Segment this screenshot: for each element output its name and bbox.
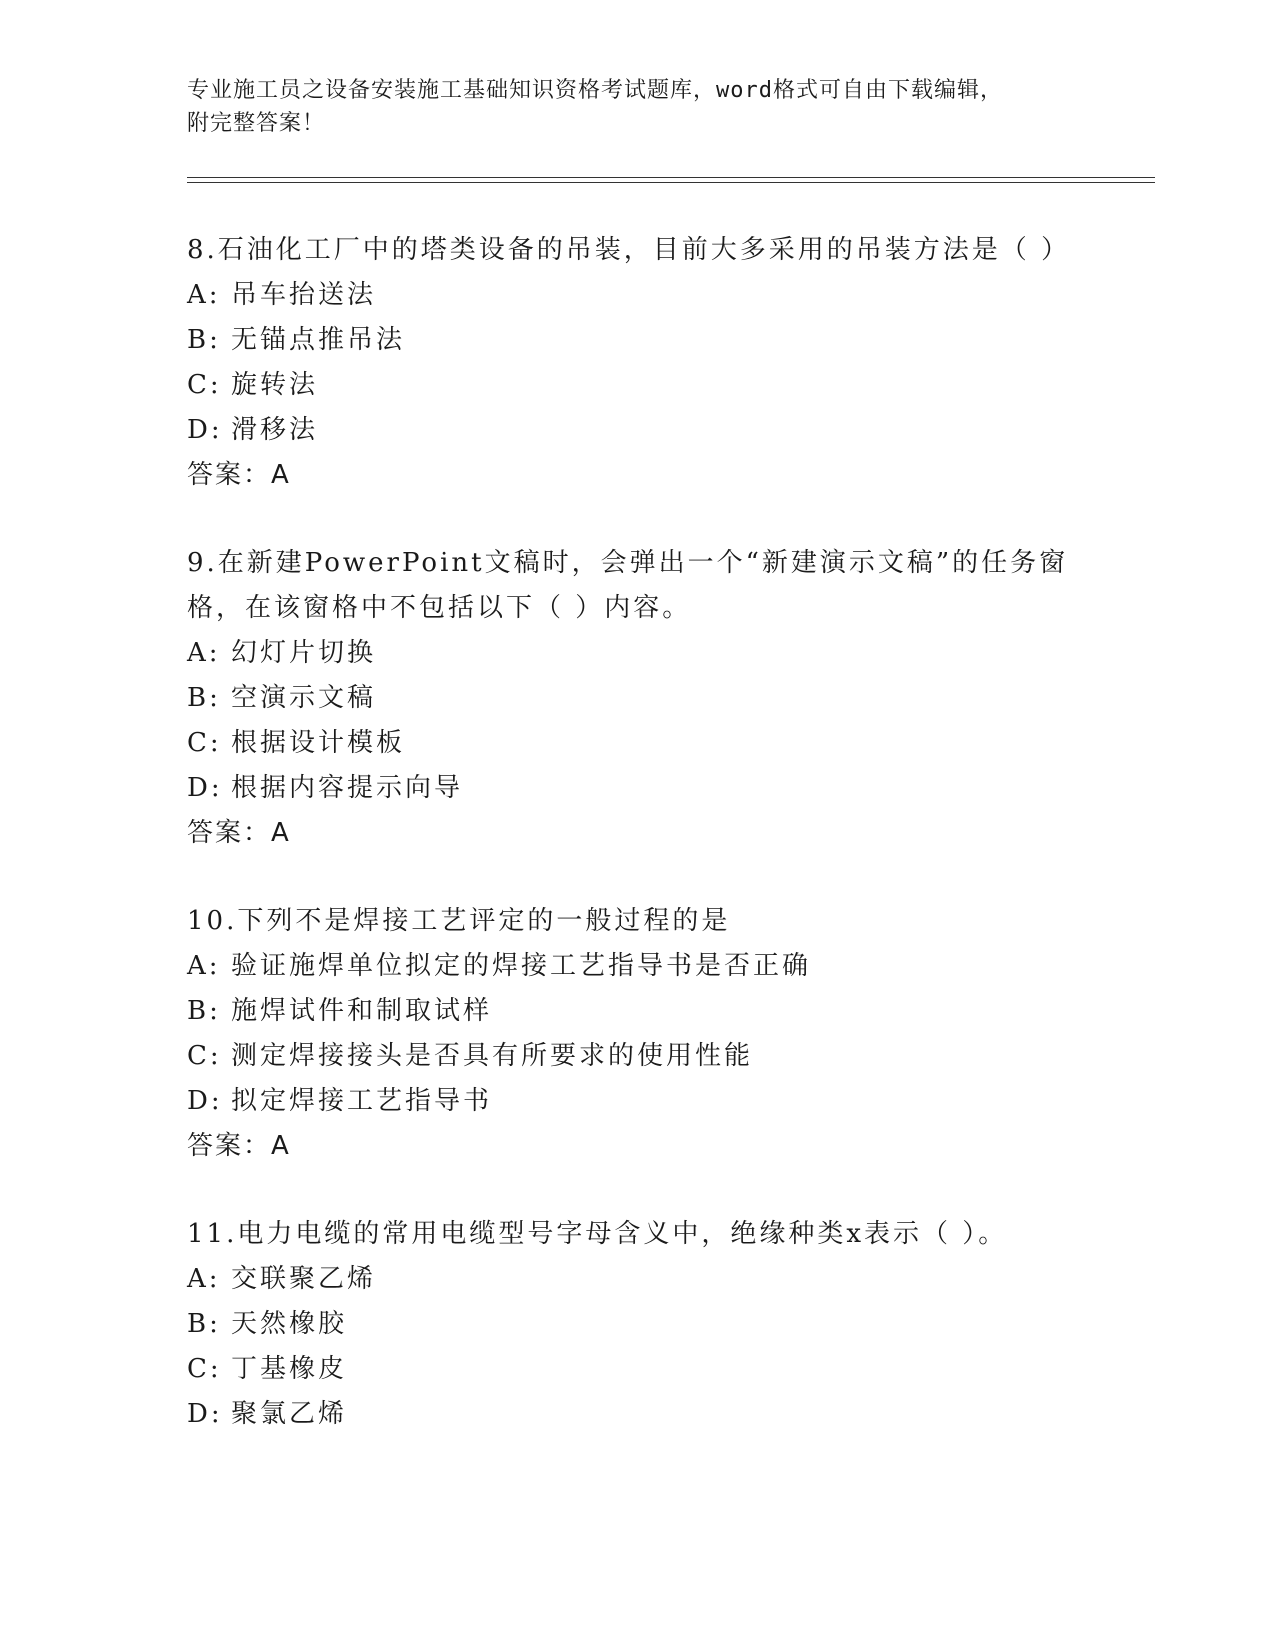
option-text: 旋转法 — [231, 370, 319, 400]
answer-option — [187, 1392, 1147, 1437]
question-text: 8.石油化工厂中的塔类设备的吊装，目前大多采用的吊装方法是（ ） — [187, 235, 1071, 265]
option-key: D: — [187, 1399, 223, 1429]
header-line-1: 专业施工员之设备安装施工基础知识资格考试题库，word格式可自由下载编辑， — [187, 78, 1003, 103]
question-text: 9.在新建PowerPoint文稿时，会弹出一个“新建演示文稿”的任务窗 — [187, 548, 1069, 578]
option-key: A: — [187, 951, 221, 981]
option-key: B: — [187, 996, 221, 1026]
option-key: C: — [187, 1041, 222, 1071]
answer-option — [187, 676, 1147, 721]
document-header — [187, 74, 1087, 140]
option-key: C: — [187, 370, 222, 400]
option-key: B: — [187, 325, 221, 355]
answer-option — [187, 1257, 1147, 1302]
option-key: C: — [187, 728, 222, 758]
option-key: B: — [187, 683, 221, 713]
option-text: 聚氯乙烯 — [231, 1399, 348, 1429]
option-key: D: — [187, 415, 223, 445]
option-text: 无锚点推吊法 — [231, 325, 406, 355]
option-key: B: — [187, 1309, 221, 1339]
answer-key: 答案：A — [187, 460, 291, 490]
option-text: 幻灯片切换 — [231, 638, 377, 668]
answer-key: 答案：A — [187, 818, 291, 848]
option-text: 验证施焊单位拟定的焊接工艺指导书是否正确 — [231, 951, 812, 981]
question-text: 11.电力电缆的常用电缆型号字母含义中，绝缘种类x表示（ ）。 — [187, 1219, 1008, 1249]
option-text: 拟定焊接工艺指导书 — [231, 1086, 493, 1116]
option-text: 施焊试件和制取试样 — [231, 996, 493, 1026]
question-block — [187, 1212, 1147, 1437]
option-key: A: — [187, 280, 221, 310]
answer-option — [187, 989, 1147, 1034]
answer-option — [187, 631, 1147, 676]
option-key: A: — [187, 1264, 221, 1294]
answer-option — [187, 1302, 1147, 1347]
option-key: D: — [187, 1086, 223, 1116]
answer-option — [187, 273, 1147, 318]
option-text: 根据设计模板 — [231, 728, 406, 758]
option-text: 测定焊接接头是否具有所要求的使用性能 — [231, 1041, 754, 1071]
option-text: 空演示文稿 — [231, 683, 377, 713]
question-block — [187, 228, 1147, 498]
answer-option — [187, 944, 1147, 989]
question-text: 10.下列不是焊接工艺评定的一般过程的是 — [187, 906, 731, 936]
option-text: 滑移法 — [231, 415, 319, 445]
option-key: C: — [187, 1354, 222, 1384]
header-divider-top — [187, 177, 1155, 178]
answer-option — [187, 318, 1147, 363]
answer-key: 答案：A — [187, 1131, 291, 1161]
answer-option — [187, 721, 1147, 766]
answer-option — [187, 1347, 1147, 1392]
answer-option — [187, 1034, 1147, 1079]
option-text: 丁基橡皮 — [231, 1354, 348, 1384]
question-list — [187, 228, 1147, 1480]
question-text: 格，在该窗格中不包括以下（ ）内容。 — [187, 593, 692, 623]
answer-option — [187, 408, 1147, 453]
option-text: 天然橡胶 — [231, 1309, 348, 1339]
answer-option — [187, 363, 1147, 408]
option-key: D: — [187, 773, 223, 803]
answer-option — [187, 1079, 1147, 1124]
header-line-2: 附完整答案！ — [187, 111, 326, 136]
option-text: 根据内容提示向导 — [231, 773, 464, 803]
answer-option — [187, 766, 1147, 811]
question-block — [187, 899, 1147, 1169]
option-text: 交联聚乙烯 — [231, 1264, 377, 1294]
option-text: 吊车抬送法 — [231, 280, 377, 310]
header-divider-bottom — [187, 182, 1155, 183]
question-block — [187, 541, 1147, 856]
option-key: A: — [187, 638, 221, 668]
